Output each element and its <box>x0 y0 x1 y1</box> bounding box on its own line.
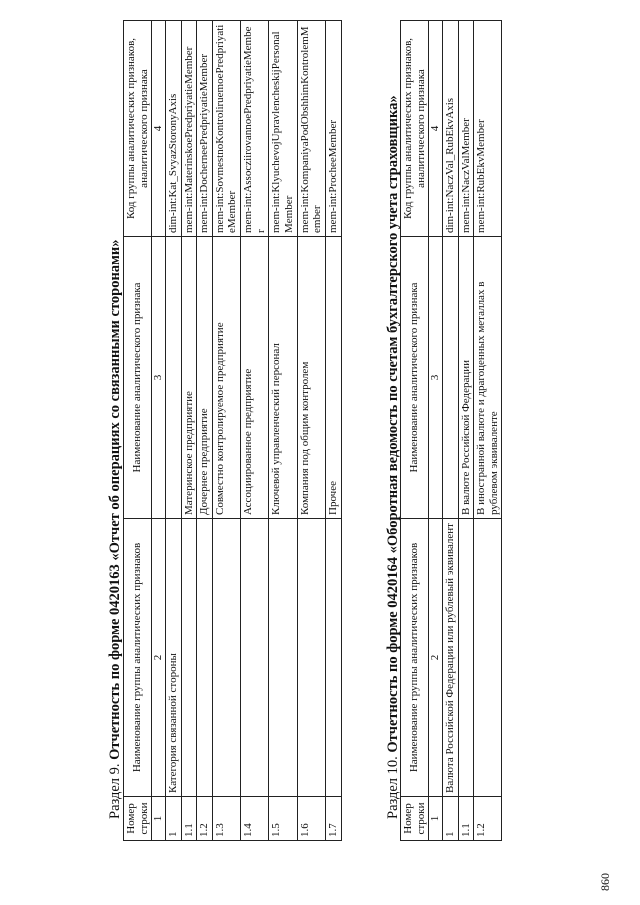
group-name <box>269 519 297 797</box>
table-header-row <box>124 21 152 841</box>
row-number: 1 <box>442 797 458 841</box>
row-number: 1.3 <box>212 797 240 841</box>
attribute-name: Совместно контролируемое предприятие <box>212 237 240 519</box>
section-9-heading <box>107 29 124 819</box>
table-row <box>442 21 458 841</box>
attribute-name: В валюте Российской Федерации <box>458 237 474 519</box>
table-row <box>474 21 502 841</box>
code: mem-int:SovmestnoKontroliruemoePredpriyatieMember <box>212 21 240 237</box>
table-header-row <box>401 21 429 841</box>
attribute-name <box>165 237 181 519</box>
column-number: 1 <box>429 797 443 841</box>
group-name <box>181 519 197 797</box>
table-row <box>197 21 213 841</box>
column-number: 2 <box>429 519 443 797</box>
column-number: 3 <box>429 237 443 519</box>
header-attribute-name: Наименование аналитического признака <box>124 237 152 519</box>
header-group-name: Наименование группы аналитических признаков <box>401 519 429 797</box>
row-number: 1.2 <box>197 797 213 841</box>
code: mem-int:KlyuchevojUpravlencheskijPersonalMember <box>269 21 297 237</box>
header-code: Код группы аналитических признаков, аналитического признака <box>124 21 152 237</box>
header-row-number: Номер строки <box>401 797 429 841</box>
column-number: 3 <box>152 237 166 519</box>
column-number-row <box>429 21 443 841</box>
header-attribute-name: Наименование аналитического признака <box>401 237 429 519</box>
column-number: 1 <box>152 797 166 841</box>
column-number: 4 <box>429 21 443 237</box>
attribute-name: Материнское предприятие <box>181 237 197 519</box>
header-code: Код группы аналитических признаков, аналитического признака <box>401 21 429 237</box>
group-name <box>297 519 325 797</box>
group-name: Категория связанной стороны <box>165 519 181 797</box>
header-group-name: Наименование группы аналитических признаков <box>124 519 152 797</box>
attribute-name <box>442 237 458 519</box>
table-row <box>212 21 240 841</box>
section-10-title: Отчетность по форме 0420164 «Оборотная ведомость по счетам бухгалтерского учета страховщика» <box>385 95 401 753</box>
header-row-number: Номер строки <box>124 797 152 841</box>
section-9-title: Отчетность по форме 0420163 «Отчет об операциях со связанными сторонами» <box>107 239 123 760</box>
group-name <box>474 519 502 797</box>
code: mem-int:DocherneePredpriyatieMember <box>197 21 213 237</box>
group-name <box>212 519 240 797</box>
code: dim-int:Kat_SvyazStoronyAxis <box>165 21 181 237</box>
code: dim-int:NaczVal_RubEkvAxis <box>442 21 458 237</box>
section-9-table <box>123 20 342 841</box>
attribute-name: В иностранной валюте и драгоценных металлах в рублевом эквиваленте <box>474 237 502 519</box>
table-row <box>165 21 181 841</box>
table-row <box>241 21 269 841</box>
row-number: 1.6 <box>297 797 325 841</box>
table-row <box>297 21 325 841</box>
attribute-name: Компания под общим контролем <box>297 237 325 519</box>
row-number: 1.4 <box>241 797 269 841</box>
column-number: 2 <box>152 519 166 797</box>
row-number: 1.5 <box>269 797 297 841</box>
code: mem-int:RubEkvMember <box>474 21 502 237</box>
column-number-row <box>152 21 166 841</box>
section-9-label: Раздел 9. <box>107 759 123 819</box>
attribute-name: Дочернее предприятие <box>197 237 213 519</box>
group-name <box>325 519 341 797</box>
group-name <box>197 519 213 797</box>
attribute-name: Прочее <box>325 237 341 519</box>
attribute-name: Ассоциированное предприятие <box>241 237 269 519</box>
table-row <box>181 21 197 841</box>
row-number: 1.2 <box>474 797 502 841</box>
section-10-table <box>400 20 502 841</box>
table-row <box>269 21 297 841</box>
code: mem-int:AssocziirovannoePredpriyatieMember <box>241 21 269 237</box>
code: mem-int:ProcheeMember <box>325 21 341 237</box>
column-number: 4 <box>152 21 166 237</box>
table-row <box>458 21 474 841</box>
code: mem-int:KompaniyaPodObshhimKontrolemMember <box>297 21 325 237</box>
code: mem-int:MaterinskoePredpriyatieMember <box>181 21 197 237</box>
code: mem-int:NaczValMember <box>458 21 474 237</box>
row-number: 1.7 <box>325 797 341 841</box>
row-number: 1 <box>165 797 181 841</box>
section-10-label: Раздел 10. <box>385 752 401 819</box>
group-name: Валюта Российской Федерации или рублевый эквивалент <box>442 519 458 797</box>
page-number: 860 <box>598 873 612 891</box>
row-number: 1.1 <box>181 797 197 841</box>
table-row <box>325 21 341 841</box>
group-name <box>458 519 474 797</box>
attribute-name: Ключевой управленческий персонал <box>269 237 297 519</box>
row-number: 1.1 <box>458 797 474 841</box>
group-name <box>241 519 269 797</box>
